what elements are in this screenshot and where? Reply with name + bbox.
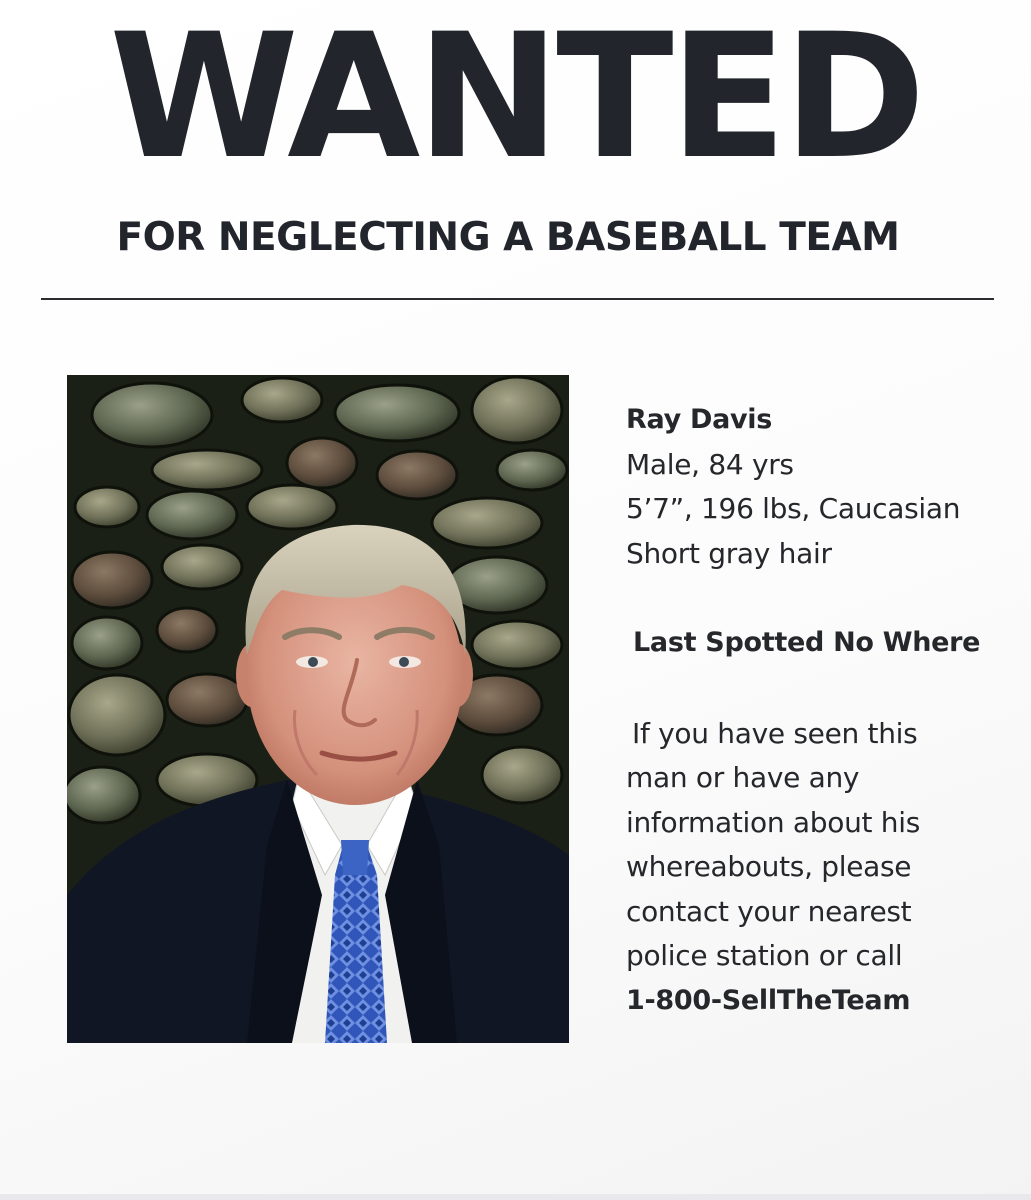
last-spotted: Last Spotted No Where — [633, 627, 981, 658]
phone-number: 1-800-SellTheTeam — [626, 984, 911, 1016]
contact-line: contact your nearest — [626, 894, 912, 928]
suspect-photo — [67, 375, 569, 1043]
suspect-info — [626, 398, 1026, 1023]
contact-line: whereabouts, please — [626, 850, 912, 883]
bottom-edge — [0, 1194, 1031, 1200]
contact-text — [626, 712, 1026, 1024]
divider — [41, 298, 994, 300]
contact-line: police station or call — [626, 939, 903, 972]
contact-line: man or have any — [626, 761, 860, 794]
poster-subtitle: FOR NEGLECTING A BASEBALL TEAM — [116, 215, 900, 260]
contact-line: information about his — [626, 805, 921, 839]
suspect-height-weight: 5’7”, 196 lbs, Caucasian — [626, 492, 961, 525]
contact-line: If you have seen this — [632, 716, 918, 750]
suspect-sex-age: Male, 84 yrs — [626, 447, 794, 481]
poster-title: WANTED — [109, 0, 922, 197]
suspect-name: Ray Davis — [626, 404, 773, 435]
suspect-hair: Short gray hair — [626, 536, 832, 570]
